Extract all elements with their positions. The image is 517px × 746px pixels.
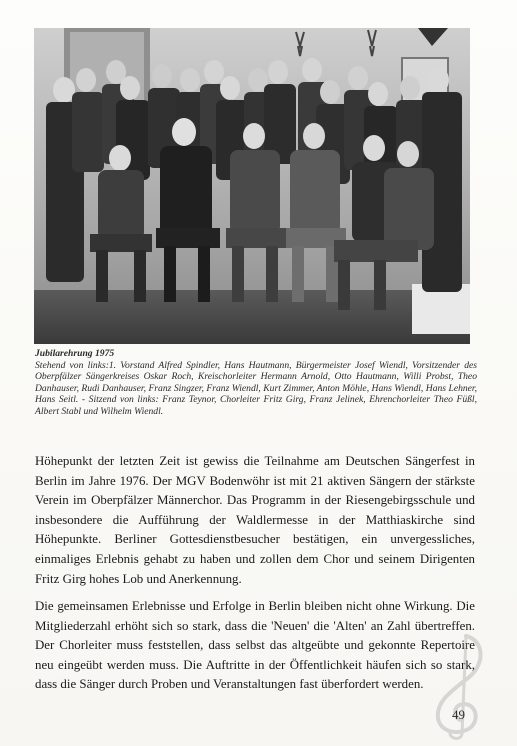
group-photo: [34, 28, 470, 344]
caption-title: Jubilarehrung 1975: [35, 348, 115, 359]
caption-text: Stehend von links:1. Vorstand Alfred Spindler, Hans Hautmann, Bürgermeister Josef Wiendl, Vorsitzender des Oberpfälzer Sängerkreises Oskar Roch, Kreischorleiter Hermann Arnold, Otto Hautmann, Willi Probst, Theo Danhauser, Rudi Danhauser, Franz Singzer, Franz Wiendl, Kurt Zimmer, Anton Möhle, Hans Wiendl, Hans Lehner, Hans Seitl. - Sitzend von links: Franz Teynor, Chorleiter Fritz Girg, Franz Jelinek, Ehrenchorleiter Theo Füßl, Albert Stabl und Wilhelm Wiendl.: [35, 359, 477, 417]
page-number: 49: [452, 707, 465, 722]
group-photo-icon: [34, 28, 470, 344]
photo-caption: [35, 348, 477, 418]
treble-clef-watermark-icon: [414, 630, 504, 740]
body-paragraph-2: Die gemeinsamen Erlebnisse und Erfolge in Berlin bleiben nicht ohne Wirkung. Die Mitgliederzahl erhöht sich so stark, dass die 'Neuen' die 'Alten' an Zahl übertreffen. Der Chorleiter muss feststellen, dass selbst das altgeübte und gekonnte Repertoire neu eingeübt werden muss. Die Auftritte in der Öffentlichkeit häufen sich so stark, dass die Sänger durch Proben und Veranstaltungen fast überfordert werden.: [35, 599, 475, 692]
body-paragraph-1: Höhepunkt der letzten Zeit ist gewiss die Teilnahme am Deutschen Sängerfest in Berlin im Jahre 1976. Der MGV Bodenwöhr ist mit 21 aktiven Sängern der stärkste Verein im Oberpfälzer Männerchor. Das Programm in der Riesengebirgsschule und insbesondere die Aufführung der Waldlermesse in der Matthiaskirche sind Höhepunkte. Berliner Gottesdienstbesucher bestätigen, ein unvergessliches, einmaliges Erlebnis gehabt zu haben und zollen dem Chor und seinem Dirigenten Fritz Girg hohes Lob und Anerkennung.: [35, 454, 475, 586]
